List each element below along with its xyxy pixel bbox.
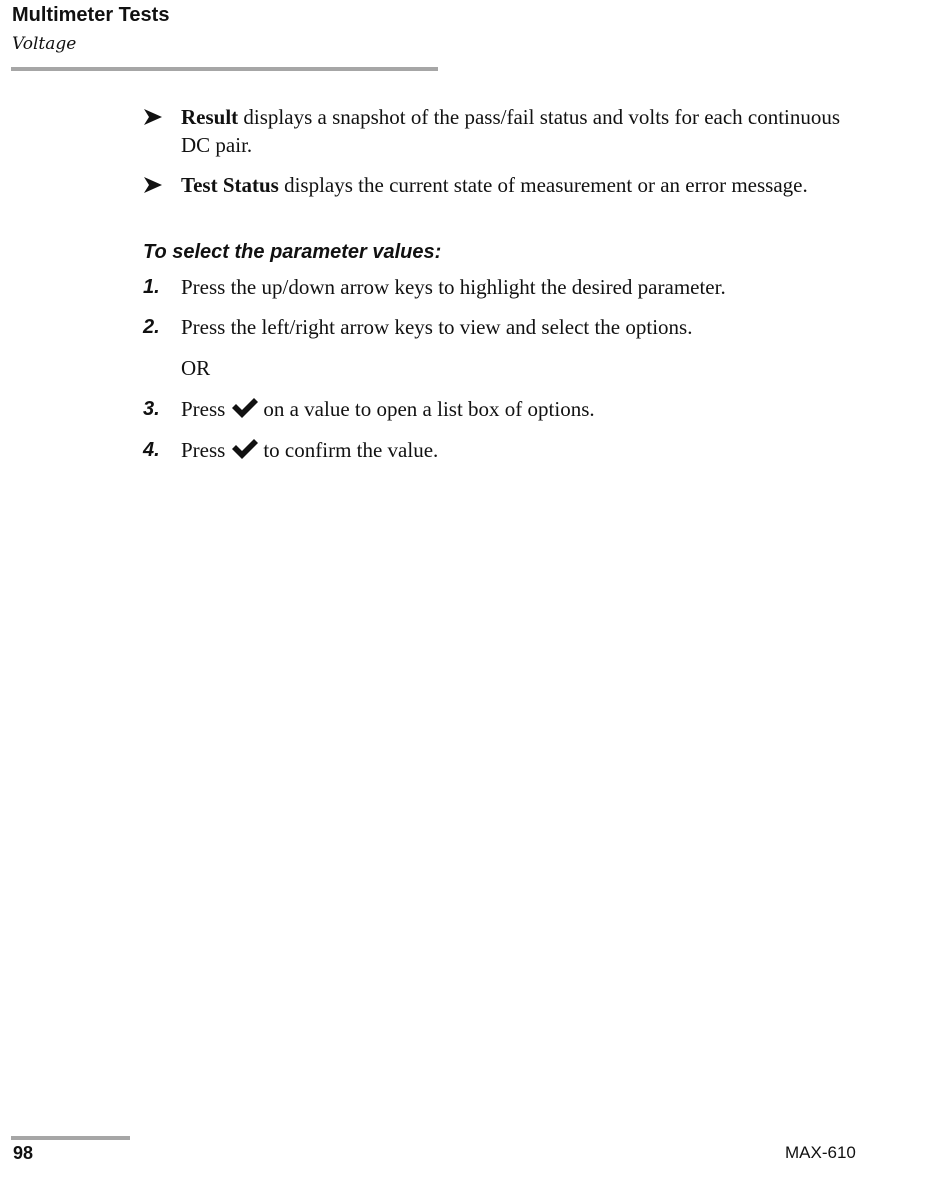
- page-number: 98: [13, 1143, 34, 1163]
- step-text-after: on a value to open a list box of options.: [263, 397, 595, 421]
- section-subtitle: Voltage: [12, 34, 77, 54]
- step-text-after: to confirm the value.: [263, 438, 439, 462]
- step-text: [181, 395, 595, 423]
- bullet-term: Result: [181, 105, 239, 129]
- procedure-heading: To select the parameter values:: [143, 241, 442, 263]
- step-number: 3.: [143, 398, 160, 420]
- checkmark-icon: [231, 438, 259, 460]
- step-number: 2.: [143, 316, 160, 338]
- footer-divider: [11, 1136, 130, 1140]
- arrowhead-bullet-icon: [143, 106, 163, 128]
- bullet-description: displays a snapshot of the pass/fail status and volts for each continuous DC pair.: [181, 105, 841, 157]
- product-name: MAX-610: [785, 1143, 856, 1162]
- page-header: [12, 2, 169, 55]
- bullet-text: [181, 103, 841, 159]
- step-text-before: Press: [181, 397, 226, 421]
- step-text: Press the up/down arrow keys to highlight the desired parameter.: [181, 275, 726, 299]
- bullet-text: [181, 171, 841, 199]
- step-number: 4.: [143, 439, 160, 461]
- bullet-term: Test Status: [181, 173, 279, 197]
- step-text-before: Press: [181, 438, 226, 462]
- header-divider: [11, 67, 438, 71]
- step-text: [181, 436, 438, 464]
- checkmark-icon: [231, 397, 259, 419]
- step-text: Press the left/right arrow keys to view and select the options.: [181, 315, 693, 339]
- section-title: Multimeter Tests: [12, 4, 170, 26]
- bullet-description: displays the current state of measurement or an error message.: [278, 173, 808, 197]
- or-separator: OR: [181, 356, 211, 380]
- step-number: 1.: [143, 276, 160, 298]
- arrowhead-bullet-icon: [143, 174, 163, 196]
